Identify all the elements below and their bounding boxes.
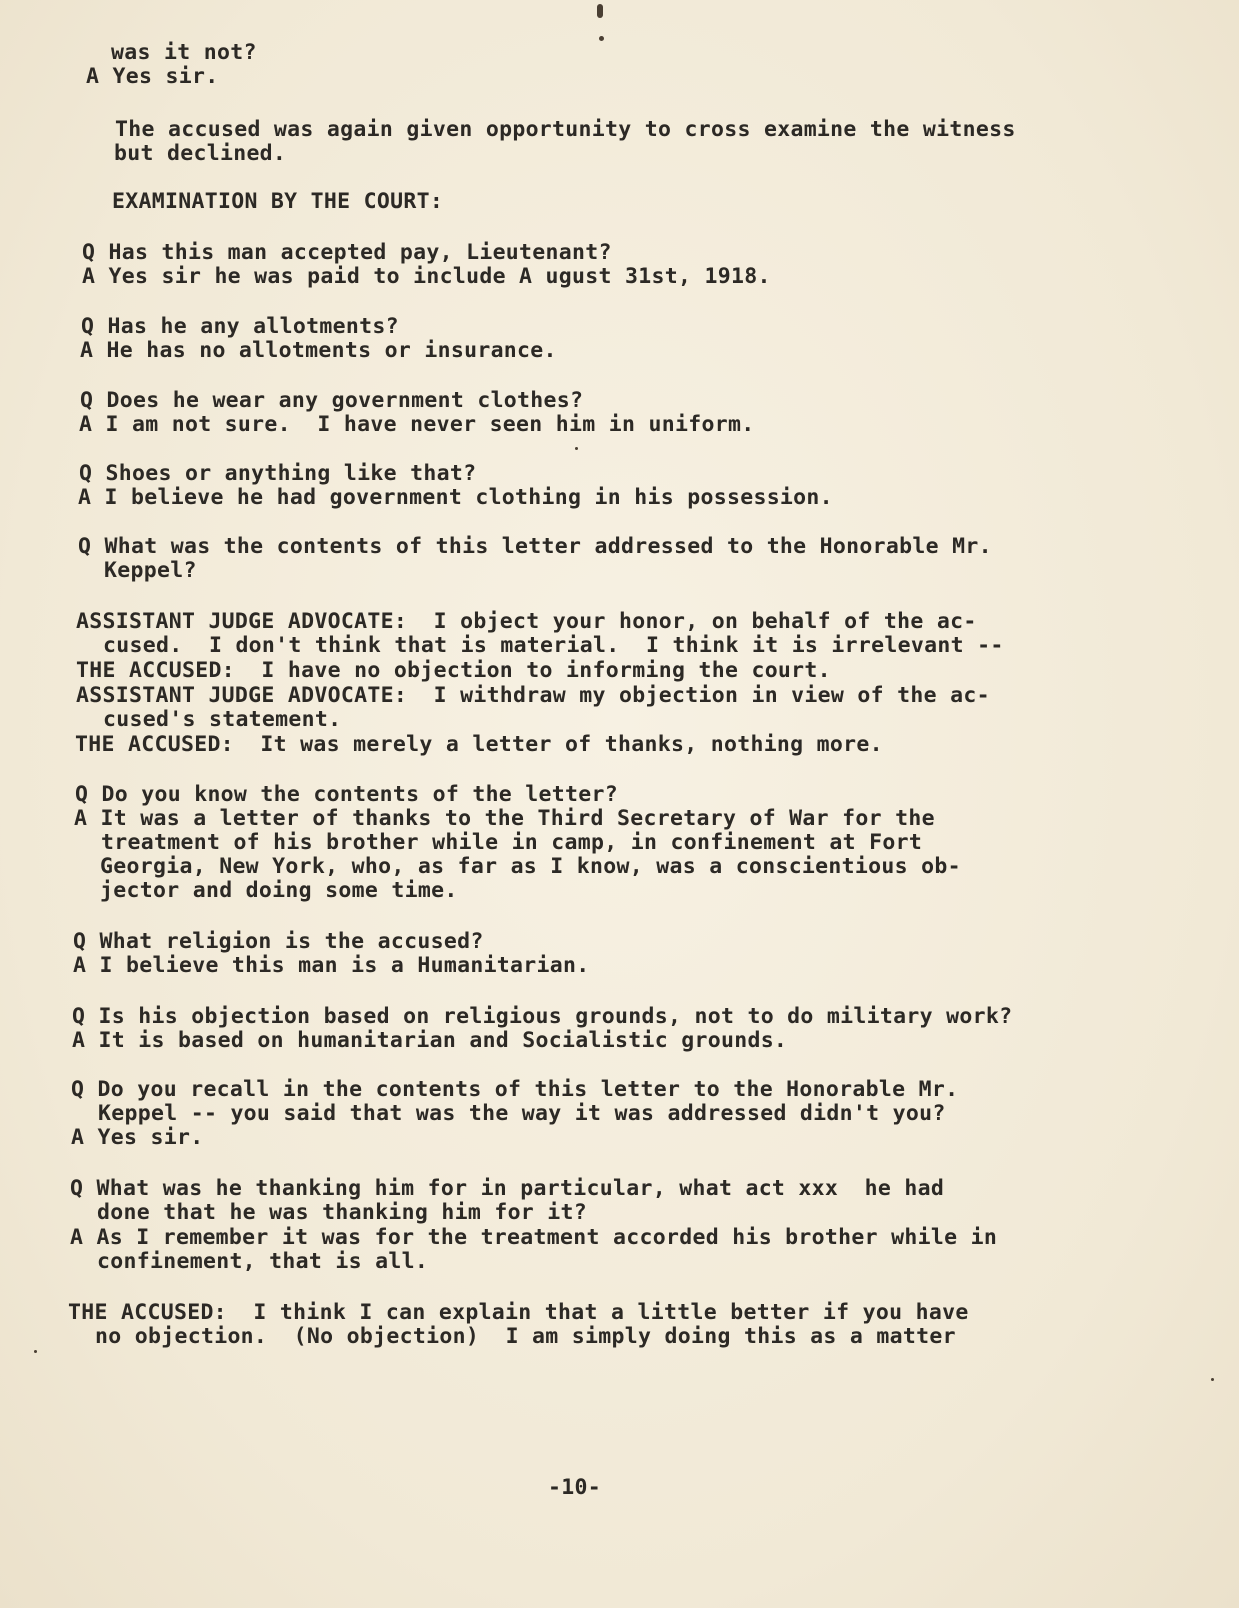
paper-speck [597, 4, 603, 18]
answer-line: A He has no allotments or insurance. [80, 338, 557, 363]
answer-line: A It was a letter of thanks to the Third Secretary of War for the [74, 806, 935, 831]
question-line: done that he was thanking him for it? [97, 1200, 588, 1225]
question-line: Q What religion is the accused? [73, 929, 484, 954]
speaker-line: cused. I don't think that is material. I think it is irrelevant -- [103, 633, 1004, 658]
paper-speck [575, 447, 578, 450]
answer-line: Georgia, New York, who, as far as I know, was a conscientious ob- [100, 854, 961, 879]
question-line: Q Has this man accepted pay, Lieutenant? [82, 240, 612, 265]
speaker-line: ASSISTANT JUDGE ADVOCATE: I withdraw my objection in view of the ac- [76, 683, 990, 708]
answer-line: A Yes sir he was paid to include A ugust 31st, 1918. [82, 264, 771, 289]
answer-line: treatment of his brother while in camp, in confinement at Fort [101, 830, 923, 855]
speaker-line: cused's statement. [103, 707, 342, 732]
narrative-line: The accused was again given opportunity to cross examine the witness [115, 117, 1016, 142]
answer-line: jector and doing some time. [100, 878, 458, 903]
answer-line: A I believe he had government clothing in his possession. [78, 485, 833, 510]
question-line: Q Does he wear any government clothes? [80, 388, 584, 413]
page-number: -10- [548, 1475, 601, 1500]
question-line: Keppel? [104, 558, 197, 583]
answer-line: A I believe this man is a Humanitarian. [73, 953, 590, 978]
paper-speck [34, 1350, 37, 1353]
paper-speck [599, 36, 604, 41]
narrative-line: but declined. [114, 141, 287, 166]
answer-line: A It is based on humanitarian and Socialistic grounds. [72, 1028, 788, 1053]
answer-line: confinement, that is all. [97, 1249, 429, 1274]
speaker-line: ASSISTANT JUDGE ADVOCATE: I object your honor, on behalf of the ac- [76, 609, 977, 634]
question-line: Keppel -- you said that was the way it was addressed didn't you? [98, 1101, 946, 1126]
speaker-line: no objection. (No objection) I am simply doing this as a matter [95, 1324, 956, 1349]
question-line: Q What was the contents of this letter addressed to the Honorable Mr. [78, 534, 992, 559]
question-line: Q Shoes or anything like that? [79, 461, 477, 486]
speaker-line: THE ACCUSED: I think I can explain that a little better if you have [68, 1300, 969, 1325]
paper-speck [1211, 1378, 1214, 1381]
answer-line: A As I remember it was for the treatment accorded his brother while in [70, 1225, 998, 1250]
question-line: Q Do you recall in the contents of this letter to the Honorable Mr. [71, 1077, 959, 1102]
question-line: Q Is his objection based on religious grounds, not to do military work? [72, 1004, 1013, 1029]
speaker-line: THE ACCUSED: I have no objection to informing the court. [76, 658, 831, 683]
speaker-line: THE ACCUSED: It was merely a letter of thanks, nothing more. [75, 732, 883, 757]
answer-line: A Yes sir. [86, 64, 219, 89]
section-heading: EXAMINATION BY THE COURT: [112, 189, 444, 214]
question-line: Q Do you know the contents of the letter? [75, 782, 619, 807]
answer-line: A Yes sir. [71, 1125, 204, 1150]
answer-line: A I am not sure. I have never seen him in uniform. [79, 412, 755, 437]
text-line: was it not? [111, 40, 257, 65]
question-line: Q What was he thanking him for in particular, what act xxx he had [70, 1176, 945, 1201]
question-line: Q Has he any allotments? [81, 314, 399, 339]
